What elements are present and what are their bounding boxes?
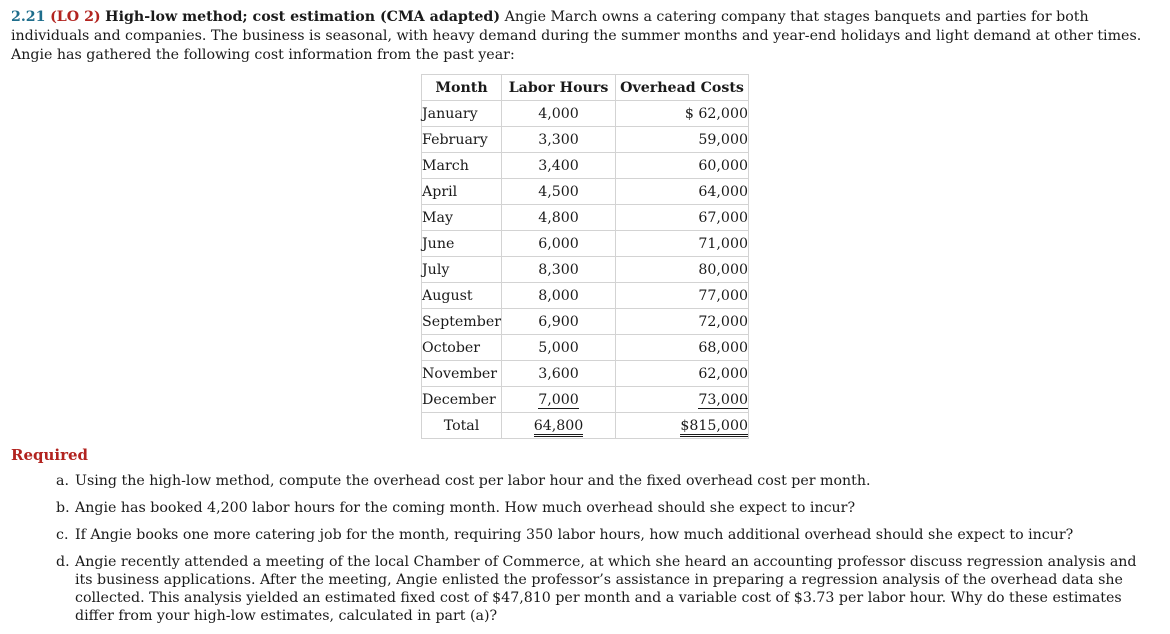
total-cost-value: $815,000 [680, 418, 748, 437]
cost-value: 68,000 [698, 339, 749, 356]
table-row [422, 127, 749, 153]
cost-cell [616, 153, 749, 179]
cost-cell [616, 257, 749, 283]
cost-value: 80,000 [698, 261, 749, 278]
hours-cell [502, 231, 616, 257]
item-text: If Angie books one more catering job for the month, requiring 350 labor hours, how much additional overhead should she expect to incur? [75, 527, 1074, 543]
item-text: Using the high-low method, compute the overhead cost per labor hour and the fixed overhead cost per month. [75, 473, 871, 489]
cost-value: 62,000 [698, 365, 749, 382]
cost-value: 77,000 [698, 287, 749, 304]
month-cell: January [422, 101, 502, 127]
hours-value: 7,000 [538, 391, 579, 408]
hours-cell [502, 335, 616, 361]
hours-cell [502, 205, 616, 231]
month-cell: May [422, 205, 502, 231]
cost-cell [616, 127, 749, 153]
table-header-row [422, 75, 749, 101]
cost-value: 64,000 [698, 183, 749, 200]
month-cell: April [422, 179, 502, 205]
cost-value: 59,000 [698, 131, 749, 148]
hours-cell [502, 101, 616, 127]
table-row [422, 361, 749, 387]
hours-value: 8,000 [538, 287, 579, 304]
table-row [422, 101, 749, 127]
cost-value: 67,000 [698, 209, 749, 226]
hours-value: 3,300 [538, 131, 579, 148]
cost-cell [616, 205, 749, 231]
cost-table [421, 74, 749, 439]
item-label: c. [56, 527, 69, 543]
table-row [422, 205, 749, 231]
header-month: Month [422, 75, 502, 101]
month-cell: February [422, 127, 502, 153]
table-row [422, 153, 749, 179]
hours-cell [502, 309, 616, 335]
header-labor-hours: Labor Hours [502, 75, 616, 101]
cost-value: $ 62,000 [684, 105, 749, 122]
cost-cell [616, 309, 749, 335]
month-cell: June [422, 231, 502, 257]
cost-cell [616, 283, 749, 309]
item-label: b. [56, 500, 70, 516]
item-label: a. [56, 473, 69, 489]
item-text: Angie has booked 4,200 labor hours for the coming month. How much overhead should she expect to incur? [75, 500, 856, 516]
table-row [422, 335, 749, 361]
table-row [422, 283, 749, 309]
total-hours-value: 64,800 [534, 418, 584, 437]
hours-value: 5,000 [538, 339, 579, 356]
cost-value: 71,000 [698, 235, 749, 252]
total-label: Total [422, 413, 502, 439]
list-item [56, 499, 1146, 517]
hours-value: 8,300 [538, 261, 579, 278]
month-cell: March [422, 153, 502, 179]
hours-cell [502, 153, 616, 179]
item-text: Angie recently attended a meeting of the local Chamber of Commerce, at which she heard an accounting professor discuss regression analysis and its business applications. After the meeting, Angie enlisted the professor’s assistance in preparing a regression analysis of the overhead data she collected. This analysis yielded an estimated fixed cost of $47,810 per month and a variable cost of $3.73 per labor hour. Why do these estimates differ from your high-low estimates, calculated in part (a)? [75, 554, 1137, 624]
table-row [422, 257, 749, 283]
month-cell: December [422, 387, 502, 413]
problem-number: 2.21 [11, 9, 46, 25]
cost-cell [616, 231, 749, 257]
hours-cell [502, 257, 616, 283]
cost-value: 72,000 [698, 313, 749, 330]
list-item [56, 553, 1146, 625]
cost-cell [616, 101, 749, 127]
required-heading: Required [11, 446, 89, 464]
total-hours-cell [502, 413, 616, 439]
list-item [56, 472, 1146, 490]
item-label: d. [56, 554, 70, 570]
table-row [422, 231, 749, 257]
total-cost-cell [616, 413, 749, 439]
month-cell: August [422, 283, 502, 309]
table-row [422, 179, 749, 205]
list-item [56, 526, 1146, 544]
hours-cell [502, 283, 616, 309]
table-total-row [422, 413, 749, 439]
hours-value: 4,800 [538, 209, 579, 226]
cost-cell [616, 335, 749, 361]
table-row [422, 387, 749, 413]
month-cell: July [422, 257, 502, 283]
required-list [56, 472, 1146, 634]
hours-value: 3,600 [538, 365, 579, 382]
table-row [422, 309, 749, 335]
learning-objective: (LO 2) [50, 9, 101, 25]
hours-cell [502, 387, 616, 413]
hours-value: 4,500 [538, 183, 579, 200]
problem-title: High-low method; cost estimation (CMA adapted) [105, 9, 501, 25]
cost-cell [616, 387, 749, 413]
hours-value: 6,900 [538, 313, 579, 330]
month-cell: November [422, 361, 502, 387]
problem-intro-text: Angie March owns a catering company that stages banquets and parties for both individuals and companies. The business is seasonal, with heavy demand during the summer months and year-end holidays and light demand at other times. Angie has gathered the following cost information from the past year: [11, 9, 1142, 63]
hours-cell [502, 361, 616, 387]
hours-value: 3,400 [538, 157, 579, 174]
problem-intro [11, 8, 1163, 65]
cost-cell [616, 361, 749, 387]
hours-cell [502, 127, 616, 153]
hours-cell [502, 179, 616, 205]
hours-value: 6,000 [538, 235, 579, 252]
hours-value: 4,000 [538, 105, 579, 122]
cost-value: 73,000 [698, 391, 749, 408]
month-cell: October [422, 335, 502, 361]
month-cell: September [422, 309, 502, 335]
cost-cell [616, 179, 749, 205]
cost-value: 60,000 [698, 157, 749, 174]
header-overhead-costs: Overhead Costs [616, 75, 749, 101]
